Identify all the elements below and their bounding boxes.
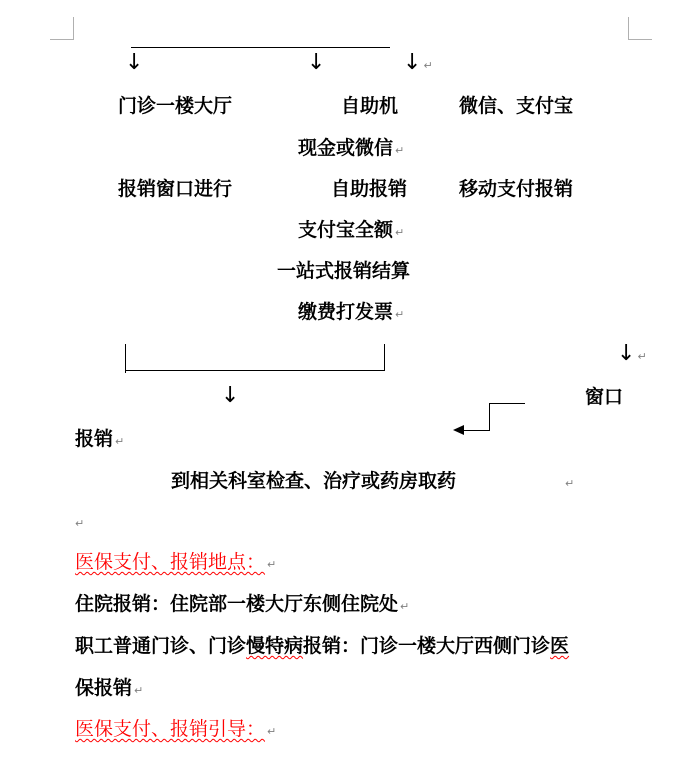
location-heading-text: 医保支付、报销地点： (75, 551, 266, 573)
outpatient-squig: 慢特病 (246, 635, 304, 657)
arrow-down-center: ↓ (221, 383, 240, 408)
paragraph-mark: ↵ (395, 308, 405, 321)
elbow-top-line (489, 403, 525, 404)
page-corner-top-left (50, 17, 74, 40)
arrow-left-head (453, 425, 464, 435)
page-corner-top-right (628, 17, 652, 40)
inpatient-line (75, 592, 409, 619)
col1-method: 报销窗口进行 (118, 178, 233, 200)
outpatient-squig2: 医 (550, 635, 570, 657)
outpatient-pre: 职工普通门诊、门诊 (75, 635, 247, 657)
paragraph-mark: ↵ (637, 350, 647, 363)
col3-method: 移动支付报销 (459, 178, 574, 200)
paragraph-mark: ↵ (115, 435, 125, 448)
arrow-down-right (617, 343, 647, 368)
elbow-vertical-line (489, 403, 490, 431)
arrow-down-col3-glyph: ↓ (403, 50, 422, 75)
elbow-bottom-line (463, 430, 490, 431)
arrow-down-col2: ↓ (307, 50, 326, 75)
outpatient-line-2-text: 保报销 (75, 677, 133, 699)
outpatient-mid: 报销：门诊一楼大厅西侧门诊 (303, 635, 551, 657)
arrow-down-col1: ↓ (125, 50, 144, 75)
col2-location: 自助机 (341, 95, 399, 117)
outpatient-line-2 (75, 676, 143, 703)
col1-location: 门诊一楼大厅 (118, 95, 233, 117)
paragraph-mark: ↵ (75, 517, 85, 530)
col2-invoice-line (298, 300, 404, 327)
bracket-left-vertical (125, 344, 126, 373)
reimburse-label-line (75, 427, 124, 454)
col2-payment2-line (298, 218, 404, 245)
paragraph-mark: ↵ (565, 477, 575, 490)
paragraph-mark: ↵ (395, 144, 405, 157)
col2-payment: 现金或微信 (298, 137, 394, 159)
guide-heading (75, 717, 276, 744)
bracket-bottom-line (125, 370, 385, 371)
window-label: 窗口 (585, 386, 624, 408)
paragraph-mark: ↵ (400, 600, 410, 613)
top-connector-line (131, 47, 390, 48)
final-step: 到相关科室检查、治疗或药房取药 (171, 470, 457, 492)
location-heading (75, 550, 276, 577)
paragraph-mark: ↵ (423, 59, 433, 72)
guide-heading-text: 医保支付、报销引导： (75, 718, 266, 740)
col2-method: 自助报销 (331, 178, 408, 200)
arrow-down-col3 (403, 52, 433, 77)
paragraph-mark: ↵ (267, 558, 277, 571)
paragraph-mark: ↵ (395, 226, 405, 239)
paragraph-mark: ↵ (134, 684, 144, 697)
bracket-right-vertical (384, 344, 385, 371)
col2-payment-line (298, 136, 404, 163)
inpatient-text: 住院报销：住院部一楼大厅东侧住院处 (75, 593, 399, 615)
col2-invoice: 缴费打发票 (298, 301, 394, 323)
col2-settle: 一站式报销结算 (277, 260, 411, 282)
arrow-down-right-glyph: ↓ (617, 341, 636, 366)
col2-payment2: 支付宝全额 (298, 219, 394, 241)
paragraph-mark: ↵ (267, 725, 277, 738)
col3-location: 微信、支付宝 (459, 95, 574, 117)
reimburse-label: 报销 (75, 428, 114, 450)
outpatient-line-1 (75, 634, 569, 658)
